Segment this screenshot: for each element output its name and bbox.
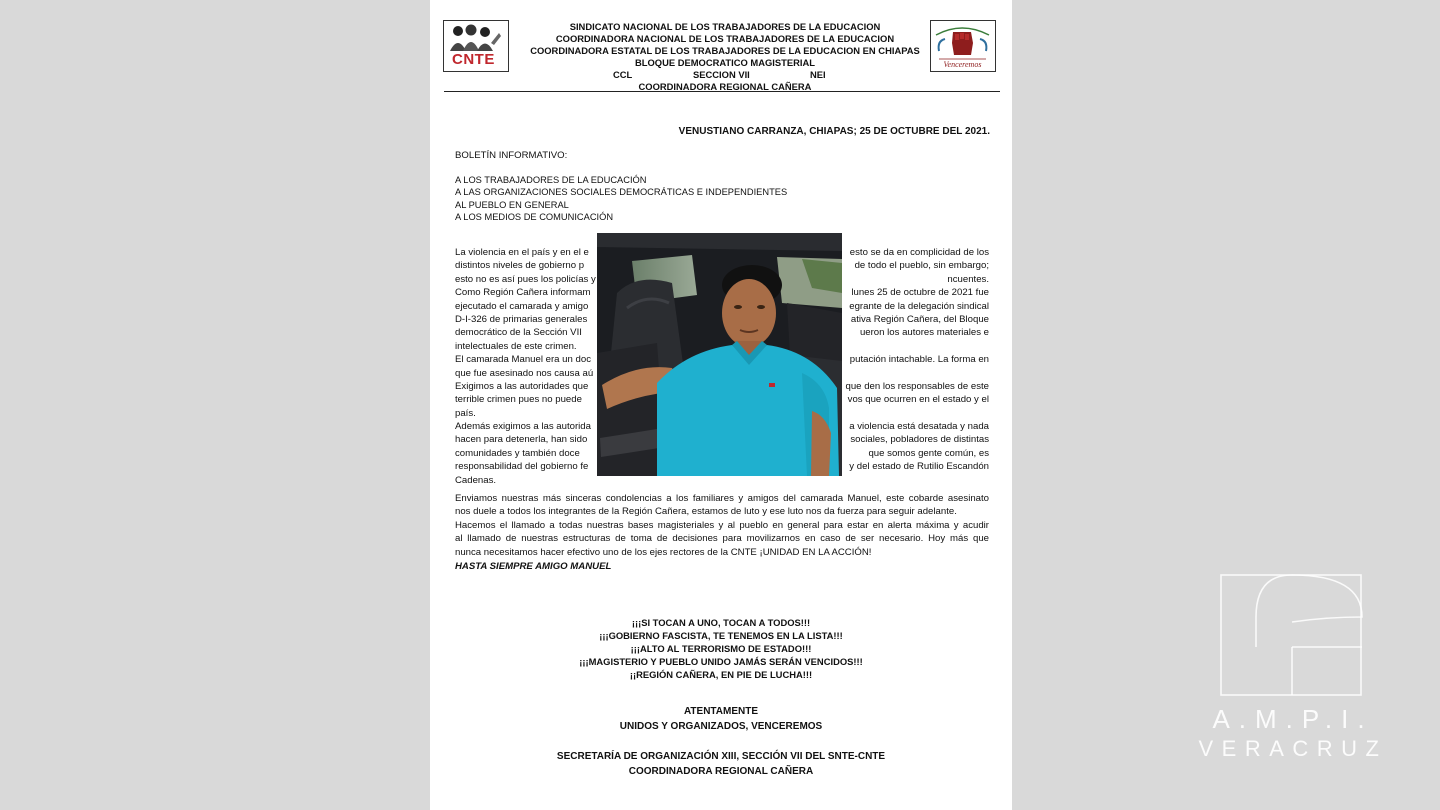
body-line-left: intelectuales de este crimen. <box>455 340 577 352</box>
body-line: Enviamos nuestras más sinceras condolencias a los familiares y amigos del camarada Manuel, este cobarde asesinato <box>455 493 989 504</box>
body-line-left: Exigimos a las autoridades que <box>455 380 589 392</box>
signature-block <box>430 705 1012 779</box>
body-line-left: país. <box>455 407 476 419</box>
body-line-right: que den los responsables de este <box>845 380 989 392</box>
body-line-right: esto se da en complicidad de los <box>849 247 989 258</box>
farewell-text: HASTA SIEMPRE AMIGO MANUEL <box>455 561 612 572</box>
body-line-left: que fue asesinado nos causa aú <box>455 367 594 379</box>
victim-photo <box>597 233 842 476</box>
closing-region: COORDINADORA REGIONAL CAÑERA <box>628 765 814 777</box>
recipient: A LOS TRABAJADORES DE LA EDUCACIÓN <box>455 175 647 185</box>
recipient: AL PUEBLO EN GENERAL <box>455 199 569 210</box>
closing-signatory: SECRETARÍA DE ORGANIZACIÓN XIII, SECCIÓN VII DEL SNTE-CNTE <box>556 751 886 762</box>
body-line-right: vos que ocurren en el estado y el <box>847 394 989 406</box>
closing-motto: UNIDOS Y ORGANIZADOS, VENCEREMOS <box>619 720 823 732</box>
document-page <box>430 0 1012 810</box>
cnte-logo-text: CNTE <box>452 51 495 68</box>
header-line: COORDINADORA REGIONAL CAÑERA <box>638 81 812 92</box>
header-line: SINDICATO NACIONAL DE LOS TRABAJADORES DE LA EDUCACION <box>569 21 881 32</box>
watermark-line2: VERACRUZ <box>1198 736 1388 761</box>
body-line-left: comunidades y también doce <box>455 447 580 459</box>
body-line-right: ativa Región Cañera, del Bloque <box>850 313 989 325</box>
body-line-left: El camarada Manuel era un doc <box>455 354 591 366</box>
body-line-left: democrático de la Sección VII <box>455 327 582 339</box>
man-in-car-photo-icon <box>597 233 842 476</box>
header-section: SECCION VII <box>693 69 750 80</box>
document-date: VENUSTIANO CARRANZA, CHIAPAS; 25 DE OCTUBRE DEL 2021. <box>678 126 990 137</box>
bulletin-closing-paragraphs <box>455 492 989 559</box>
body-line-right: a violencia está desatada y nada <box>849 421 989 433</box>
slogans <box>430 616 1012 681</box>
recipients-list <box>455 174 989 224</box>
body-line-right: y del estado de Rutilio Escandón <box>849 461 989 473</box>
slogan: ¡¡¡SI TOCAN A UNO, TOCAN A TODOS!!! <box>631 617 811 628</box>
body-line-right: ueron los autores materiales e <box>859 327 989 339</box>
body-line: nunca necesitamos hacer efectivo uno de los ejes rectores de la CNTE ¡UNIDAD EN LA ACCIÓN! <box>455 546 872 558</box>
header-nei: NEI <box>810 69 826 80</box>
body-line: nos duele a todos los integrantes de la Región Cañera, estamos de luto y ese luto nos da fuerza para seguir adelante. <box>455 506 957 518</box>
header-ccl: CCL <box>613 69 633 80</box>
closing-atentamente: ATENTAMENTE <box>683 706 759 717</box>
body-line-left: D-I-326 de primarias generales <box>455 313 588 325</box>
ampi-logo-icon <box>1186 572 1400 702</box>
bulletin-title <box>455 149 989 162</box>
body-line-right: lunes 25 de octubre de 2021 fue <box>851 287 989 299</box>
slogan: ¡¡REGIÓN CAÑERA, EN PIE DE LUCHA!!! <box>629 669 813 680</box>
header-line: COORDINADORA ESTATAL DE LOS TRABAJADORES DE LA EDUCACION EN CHIAPAS <box>530 45 920 56</box>
body-line-right: que somos gente común, es <box>868 447 989 459</box>
header-section-row <box>520 69 930 81</box>
farewell <box>455 560 989 573</box>
body-line-right: ncuentes. <box>947 273 989 285</box>
body-line-left: terrible crimen pues no puede <box>455 394 582 406</box>
header-line: BLOQUE DEMOCRATICO MAGISTERIAL <box>634 57 816 68</box>
body-line-left: Además exigimos a las autorida <box>455 421 591 433</box>
slogan: ¡¡¡MAGISTERIO Y PUEBLO UNIDO JAMÁS SERÁN VENCIDOS!!! <box>579 656 863 667</box>
body-line-left: distintos niveles de gobierno p <box>455 260 585 272</box>
recipient: A LOS MEDIOS DE COMUNICACIÓN <box>455 212 614 223</box>
bulletin-label: BOLETÍN INFORMATIVO: <box>455 150 568 161</box>
body-line-left: ejecutado el camarada y amigo <box>455 300 589 312</box>
venceremos-logo <box>930 20 996 72</box>
body-line-right: de todo el pueblo, sin embargo; <box>854 260 989 272</box>
body-line-right: sociales, pobladores de distintas <box>850 434 989 446</box>
header-line: COORDINADORA NACIONAL DE LOS TRABAJADORES DE LA EDUCACION <box>555 33 895 44</box>
slogan: ¡¡¡ALTO AL TERRORISMO DE ESTADO!!! <box>630 643 812 654</box>
body-line-right: putación intachable. La forma en <box>849 354 989 366</box>
watermark-line1: A.M.P.I. <box>1212 704 1374 734</box>
body-line-left: esto no es así pues los policías y <box>455 273 596 285</box>
slogan: ¡¡¡GOBIERNO FASCISTA, TE TENEMOS EN LA LISTA!!! <box>599 630 843 641</box>
body-line-right: egrante de la delegación sindical <box>849 300 989 312</box>
ampi-watermark <box>1186 572 1400 772</box>
body-line: Hacemos el llamado a todas nuestras bases magisteriales y al pueblo en general para estar en alerta máxima y acudir <box>455 519 989 531</box>
body-line-left: Cadenas. <box>455 474 497 486</box>
body-line-left: hacen para detenerla, han sido <box>455 434 588 446</box>
venceremos-logo-text: Venceremos <box>943 60 982 69</box>
body-line-left: Como Región Cañera informam <box>455 287 591 299</box>
recipient: A LAS ORGANIZACIONES SOCIALES DEMOCRÁTICAS E INDEPENDIENTES <box>455 187 788 198</box>
body-line-left: La violencia en el país y en el e <box>455 247 589 258</box>
cnte-logo <box>443 20 509 72</box>
header-divider <box>444 91 1000 92</box>
body-line: al llamado de nuestras estructuras de toma de decisiones para movilizarnos en caso de ser necesario. Hoy más que <box>455 533 989 545</box>
letterhead <box>520 21 930 93</box>
body-line-left: responsabilidad del gobierno fe <box>455 461 589 473</box>
